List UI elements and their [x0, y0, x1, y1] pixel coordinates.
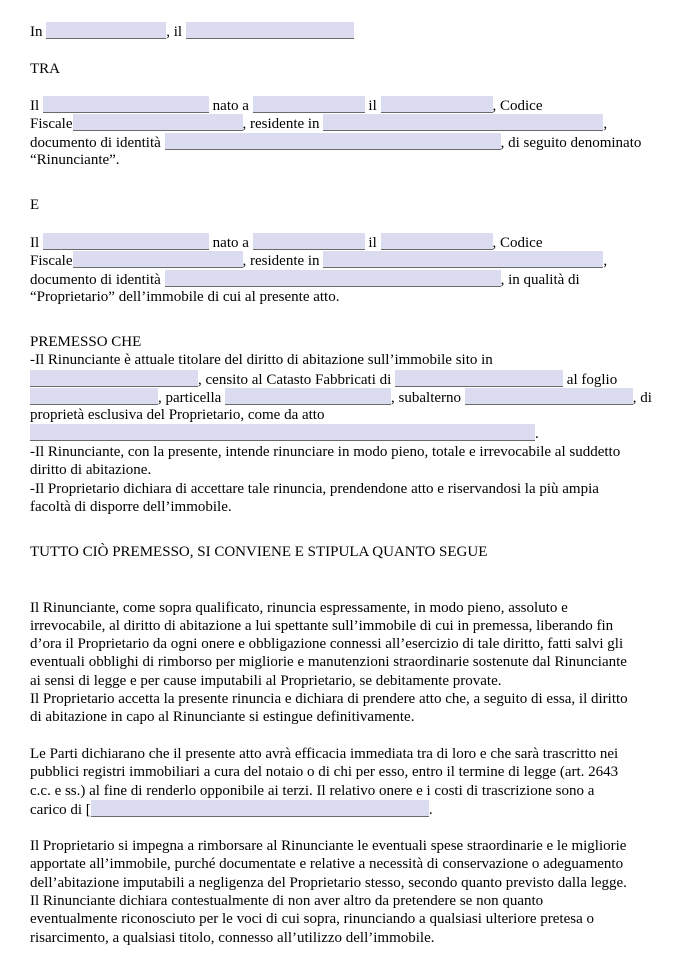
p1-rinunciante-label: “Rinunciante”.	[30, 152, 120, 168]
p2-nato-label: nato a	[212, 235, 249, 251]
premesso-line-9: facoltà di disporre dell’immobile.	[30, 499, 232, 515]
p1-line-1	[30, 96, 543, 114]
property-location-field[interactable]	[30, 370, 198, 387]
subalterno-label: , subalterno	[391, 390, 462, 406]
art1-line: di abitazione in capo al Rinunciante si estingue definitivamente.	[30, 709, 415, 725]
carico-label: carico di [	[30, 802, 91, 818]
p2-comma: ,	[603, 253, 608, 269]
carico-line	[30, 800, 433, 818]
p1-seguito-label: , di seguito denominato	[500, 135, 642, 151]
art3-line: Il Proprietario si impegna a rimborsare al Rinunciante le eventuali spese straordinarie e le migliorie	[30, 838, 627, 854]
tutto-heading: TUTTO CIÒ PREMESSO, SI CONVIENE E STIPULA QUANTO SEGUE	[30, 544, 488, 560]
il-label: , il	[166, 24, 183, 40]
carico-field[interactable]	[91, 800, 429, 817]
p2-codice-label: , Codice	[492, 235, 543, 251]
premesso-line-2	[30, 370, 617, 388]
p2-residente-label: , residente in	[242, 253, 320, 269]
foglio-label: al foglio	[566, 372, 618, 388]
date-field[interactable]	[186, 22, 354, 39]
tra-heading: TRA	[30, 61, 60, 77]
p2-line-3	[30, 270, 580, 288]
p1-line-2	[30, 114, 607, 132]
premesso-line-7: diritto di abitazione.	[30, 462, 152, 478]
art1-line: Il Rinunciante, come sopra qualificato, rinuncia espressamente, in modo pieno, assoluto e	[30, 600, 568, 616]
premesso-line-4: proprietà esclusiva del Proprietario, come da atto	[30, 407, 325, 423]
p2-fiscale-label: Fiscale	[30, 253, 73, 269]
p2-line-1	[30, 233, 543, 251]
premesso-line-6: -Il Rinunciante, con la presente, intende rinunciare in modo pieno, totale e irrevocabile al suddetto	[30, 444, 621, 460]
p1-name-field[interactable]	[43, 96, 209, 113]
p1-fiscale-label: Fiscale	[30, 116, 73, 132]
p1-nato-label: nato a	[212, 98, 249, 114]
p1-il-label: Il	[30, 98, 40, 114]
particella-field[interactable]	[225, 388, 391, 405]
p2-tax-code-field[interactable]	[73, 251, 243, 268]
p1-codice-label: , Codice	[492, 98, 543, 114]
p1-line-3	[30, 133, 641, 151]
premesso-heading: PREMESSO CHE	[30, 334, 142, 350]
carico-dot: .	[428, 802, 433, 818]
art1-line: d’ora il Proprietario da ogni onere e obbligazione connessi all’esercizio di tale diritto, fatti salvi gli	[30, 636, 624, 652]
art3-line: Il Rinunciante dichiara contestualmente di non aver altro da pretendere se non quanto	[30, 893, 544, 909]
art3-line: risarcimento, a qualsiasi titolo, connesso all’utilizzo dell’immobile.	[30, 930, 435, 946]
p2-documento-label: documento di identità	[30, 272, 161, 288]
p2-id-document-field[interactable]	[165, 270, 501, 287]
art1-line: Il Proprietario accetta la presente rinuncia e dichiara di prendere atto che, a seguito di essa, il diritto	[30, 691, 628, 707]
e-heading: E	[30, 197, 40, 213]
p2-il-label: Il	[30, 235, 40, 251]
premesso-line-3	[30, 388, 652, 406]
deed-field[interactable]	[30, 424, 535, 441]
premesso-line-1: -Il Rinunciante è attuale titolare del diritto di abitazione sull’immobile sito in	[30, 352, 493, 368]
art2-line: Le Parti dichiarano che il presente atto avrà efficacia immediata tra di loro e che sarà trascritto nei	[30, 746, 619, 762]
p2-qualita-label: , in qualità di	[500, 272, 580, 288]
di-label: , di	[632, 390, 652, 406]
censito-label: , censito al Catasto Fabbricati di	[198, 372, 392, 388]
p2-line-2	[30, 251, 607, 269]
art3-line: dell’abitazione imputabili a negligenza del Proprietario stesso, secondo quanto previsto dalla legge.	[30, 875, 627, 891]
particella-label: , particella	[158, 390, 222, 406]
p1-il2-label: il	[368, 98, 377, 114]
p2-il2-label: il	[368, 235, 377, 251]
p2-birthdate-field[interactable]	[381, 233, 493, 250]
p1-documento-label: documento di identità	[30, 135, 161, 151]
place-field[interactable]	[46, 22, 166, 39]
art1-line: ai sensi di legge e per cause imputabili al Proprietario, se debitamente provate.	[30, 673, 502, 689]
p1-residence-field[interactable]	[323, 114, 603, 131]
place-date-line	[30, 22, 354, 40]
p2-birthplace-field[interactable]	[253, 233, 365, 250]
p2-residence-field[interactable]	[323, 251, 603, 268]
p1-comma: ,	[603, 116, 608, 132]
p1-tax-code-field[interactable]	[73, 114, 243, 131]
subalterno-field[interactable]	[465, 388, 633, 405]
p2-name-field[interactable]	[43, 233, 209, 250]
art3-line: eventualmente riconosciuto per le voci di cui sopra, rinunciando a qualsiasi ulteriore pretesa o	[30, 911, 594, 927]
art2-line: c.c. e ss.) al fine di renderlo opponibile ai terzi. Il relativo onere e i costi di trascrizione sono a	[30, 783, 595, 799]
premesso-line-5	[30, 424, 539, 442]
p1-birthplace-field[interactable]	[253, 96, 365, 113]
p1-birthdate-field[interactable]	[381, 96, 493, 113]
p2-proprietario-label: “Proprietario” dell’immobile di cui al presente atto.	[30, 289, 340, 305]
p1-id-document-field[interactable]	[165, 133, 501, 150]
art1-line: eventuali obblighi di rimborso per migliorie e manutenzioni straordinarie sostenute dal Rinunciante	[30, 654, 627, 670]
art2-line: pubblici registri immobiliari a cura del notaio o di chi per esso, entro il termine di legge (art. 2643	[30, 764, 619, 780]
art3-line: apportate all’immobile, purché documentate e relative a necessità di conservazione o adeguamento	[30, 856, 624, 872]
p1-residente-label: , residente in	[242, 116, 320, 132]
deed-dot: .	[535, 426, 539, 442]
foglio-field[interactable]	[30, 388, 158, 405]
in-label: In	[30, 24, 43, 40]
art1-line: irrevocabile, al diritto di abitazione a lui spettante sull’immobile di cui in premessa, liberando fin	[30, 618, 614, 634]
cadastre-field[interactable]	[395, 370, 563, 387]
premesso-line-8: -Il Proprietario dichiara di accettare tale rinuncia, prendendone atto e riservandosi la più ampia	[30, 481, 599, 497]
